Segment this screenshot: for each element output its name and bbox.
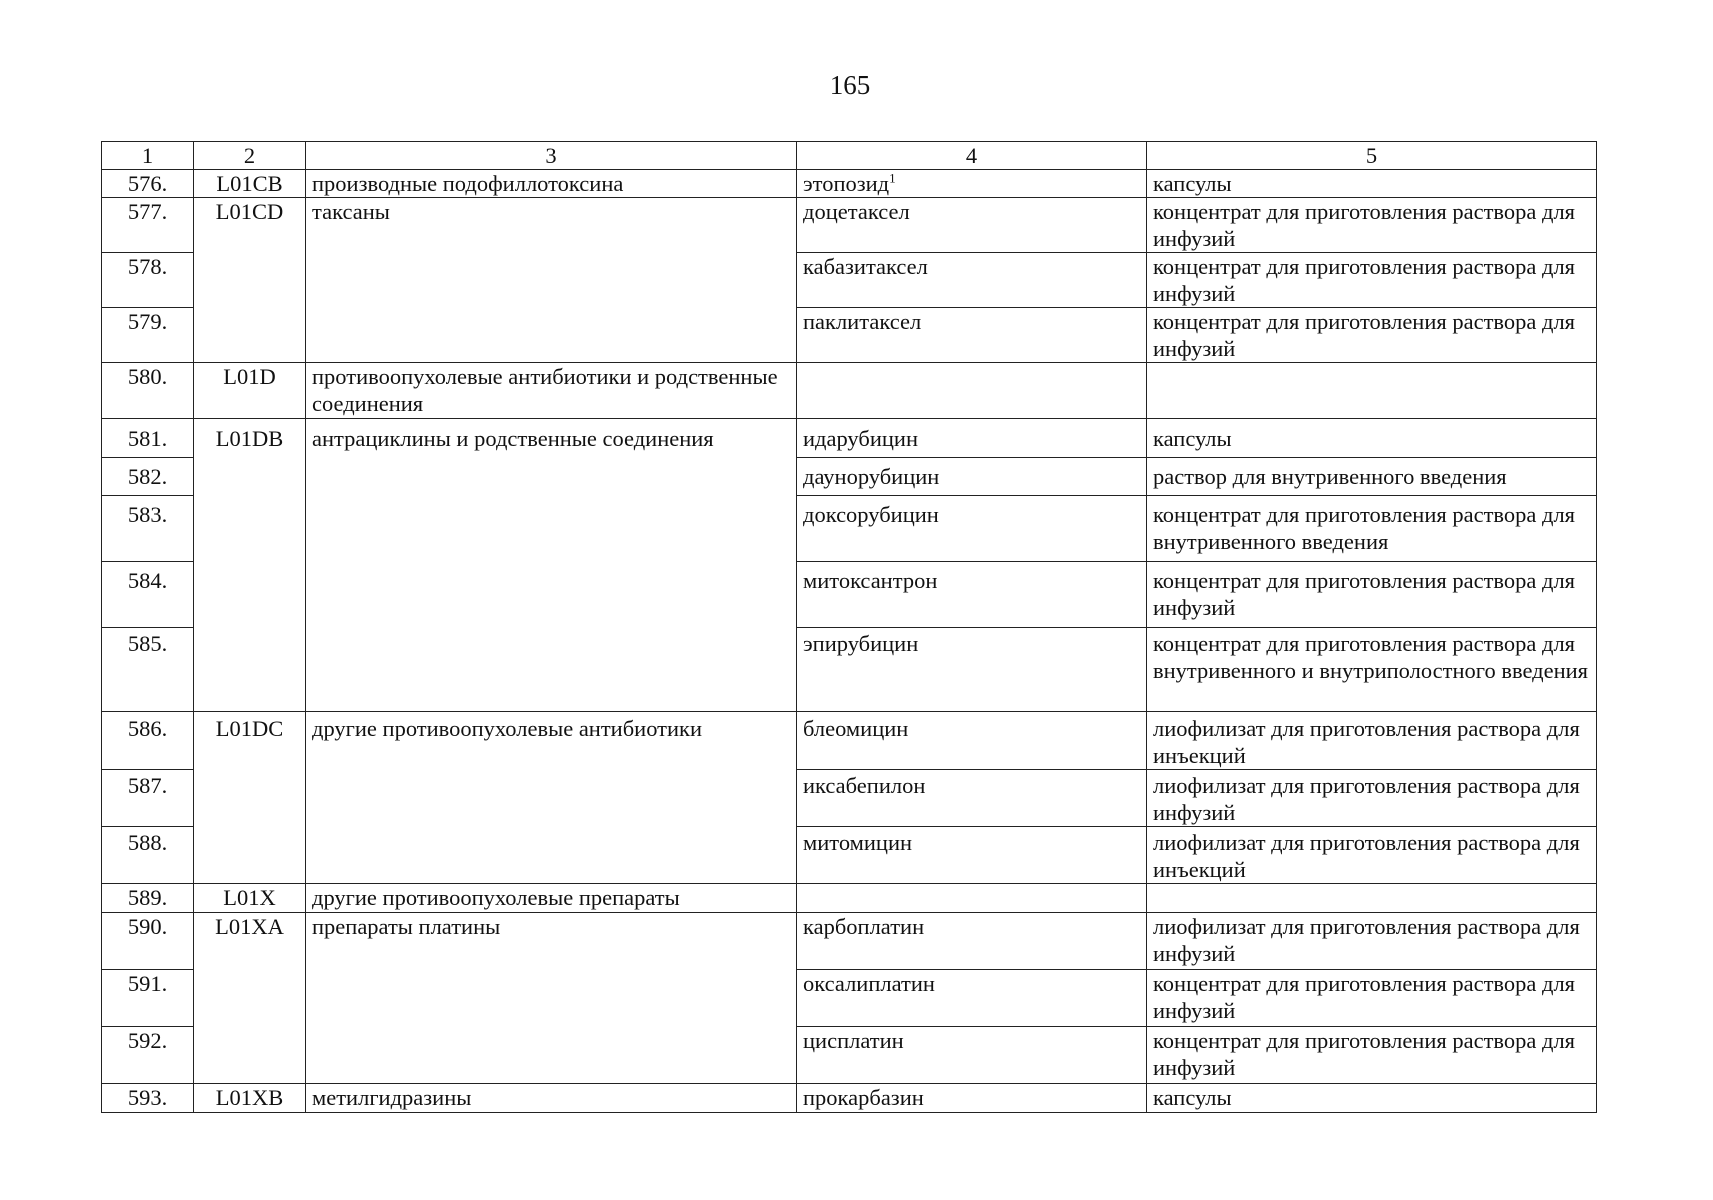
row-number: 591. xyxy=(102,970,194,1027)
dosage-form: лиофилизат для приготовления раствора для инфузий xyxy=(1147,913,1597,970)
atc-code: L01CD xyxy=(194,198,306,363)
dosage-form: капсулы xyxy=(1147,1084,1597,1113)
drug-name: этопозид xyxy=(803,171,890,196)
column-header-4: 4 xyxy=(797,142,1147,170)
atc-group: противоопухолевые антибиотики и родственные соединения xyxy=(306,363,797,419)
dosage-form: концентрат для приготовления раствора для внутривенного введения xyxy=(1147,496,1597,562)
table-row xyxy=(102,198,1597,253)
dosage-form: раствор для внутривенного введения xyxy=(1147,458,1597,496)
dosage-form: капсулы xyxy=(1147,419,1597,458)
row-number: 576. xyxy=(102,170,194,198)
dosage-form: концентрат для приготовления раствора для инфузий xyxy=(1147,253,1597,308)
table-row xyxy=(102,1084,1597,1113)
atc-group: антрациклины и родственные соединения xyxy=(306,419,797,712)
atc-code: L01DC xyxy=(194,712,306,884)
drug-name: даунорубицин xyxy=(797,458,1147,496)
row-number: 578. xyxy=(102,253,194,308)
table-row xyxy=(102,884,1597,913)
table-row xyxy=(102,363,1597,419)
dosage-form xyxy=(1147,363,1597,419)
row-number: 581. xyxy=(102,419,194,458)
table-row xyxy=(102,419,1597,458)
atc-code: L01DB xyxy=(194,419,306,712)
drug-list-table xyxy=(101,141,1597,1113)
drug-name: доцетаксел xyxy=(797,198,1147,253)
row-number: 592. xyxy=(102,1027,194,1084)
column-header-1: 1 xyxy=(102,142,194,170)
row-number: 583. xyxy=(102,496,194,562)
drug-name-cell xyxy=(797,170,1147,198)
dosage-form: лиофилизат для приготовления раствора для инфузий xyxy=(1147,770,1597,827)
atc-code: L01X xyxy=(194,884,306,913)
atc-code: L01CB xyxy=(194,170,306,198)
footnote-mark: 1 xyxy=(889,170,896,186)
row-number: 590. xyxy=(102,913,194,970)
atc-group: метилгидразины xyxy=(306,1084,797,1113)
row-number: 589. xyxy=(102,884,194,913)
drug-name: прокарбазин xyxy=(797,1084,1147,1113)
dosage-form: капсулы xyxy=(1147,170,1597,198)
drug-name: митоксантрон xyxy=(797,562,1147,628)
column-header-5: 5 xyxy=(1147,142,1597,170)
atc-code: L01XA xyxy=(194,913,306,1084)
row-number: 585. xyxy=(102,628,194,712)
row-number: 588. xyxy=(102,827,194,884)
dosage-form: концентрат для приготовления раствора для внутривенного и внутриполостного введения xyxy=(1147,628,1597,712)
drug-name: эпирубицин xyxy=(797,628,1147,712)
column-header-2: 2 xyxy=(194,142,306,170)
column-header-3: 3 xyxy=(306,142,797,170)
drug-name: идарубицин xyxy=(797,419,1147,458)
row-number: 587. xyxy=(102,770,194,827)
table-header-row xyxy=(102,142,1597,170)
dosage-form: концентрат для приготовления раствора для инфузий xyxy=(1147,970,1597,1027)
atc-code: L01D xyxy=(194,363,306,419)
drug-name xyxy=(797,884,1147,913)
page-number: 165 xyxy=(829,70,871,100)
drug-name: доксорубицин xyxy=(797,496,1147,562)
row-number: 579. xyxy=(102,308,194,363)
drug-name xyxy=(797,363,1147,419)
row-number: 580. xyxy=(102,363,194,419)
dosage-form: лиофилизат для приготовления раствора для инъекций xyxy=(1147,712,1597,770)
row-number: 593. xyxy=(102,1084,194,1113)
dosage-form: концентрат для приготовления раствора для инфузий xyxy=(1147,562,1597,628)
row-number: 586. xyxy=(102,712,194,770)
atc-code: L01XB xyxy=(194,1084,306,1113)
atc-group: другие противоопухолевые препараты xyxy=(306,884,797,913)
drug-name: оксалиплатин xyxy=(797,970,1147,1027)
dosage-form xyxy=(1147,884,1597,913)
drug-name: блеомицин xyxy=(797,712,1147,770)
dosage-form: концентрат для приготовления раствора для инфузий xyxy=(1147,308,1597,363)
row-number: 584. xyxy=(102,562,194,628)
drug-name: иксабепилон xyxy=(797,770,1147,827)
atc-group: таксаны xyxy=(306,198,797,363)
atc-group: другие противоопухолевые антибиотики xyxy=(306,712,797,884)
dosage-form: лиофилизат для приготовления раствора для инъекций xyxy=(1147,827,1597,884)
table-row xyxy=(102,170,1597,198)
row-number: 582. xyxy=(102,458,194,496)
table-row xyxy=(102,712,1597,770)
row-number: 577. xyxy=(102,198,194,253)
table-row xyxy=(102,913,1597,970)
drug-name: паклитаксел xyxy=(797,308,1147,363)
drug-name: митомицин xyxy=(797,827,1147,884)
drug-name: карбоплатин xyxy=(797,913,1147,970)
drug-name: кабазитаксел xyxy=(797,253,1147,308)
atc-group: препараты платины xyxy=(306,913,797,1084)
dosage-form: концентрат для приготовления раствора для инфузий xyxy=(1147,198,1597,253)
dosage-form: концентрат для приготовления раствора для инфузий xyxy=(1147,1027,1597,1084)
atc-group: производные подофиллотоксина xyxy=(306,170,797,198)
drug-name: цисплатин xyxy=(797,1027,1147,1084)
